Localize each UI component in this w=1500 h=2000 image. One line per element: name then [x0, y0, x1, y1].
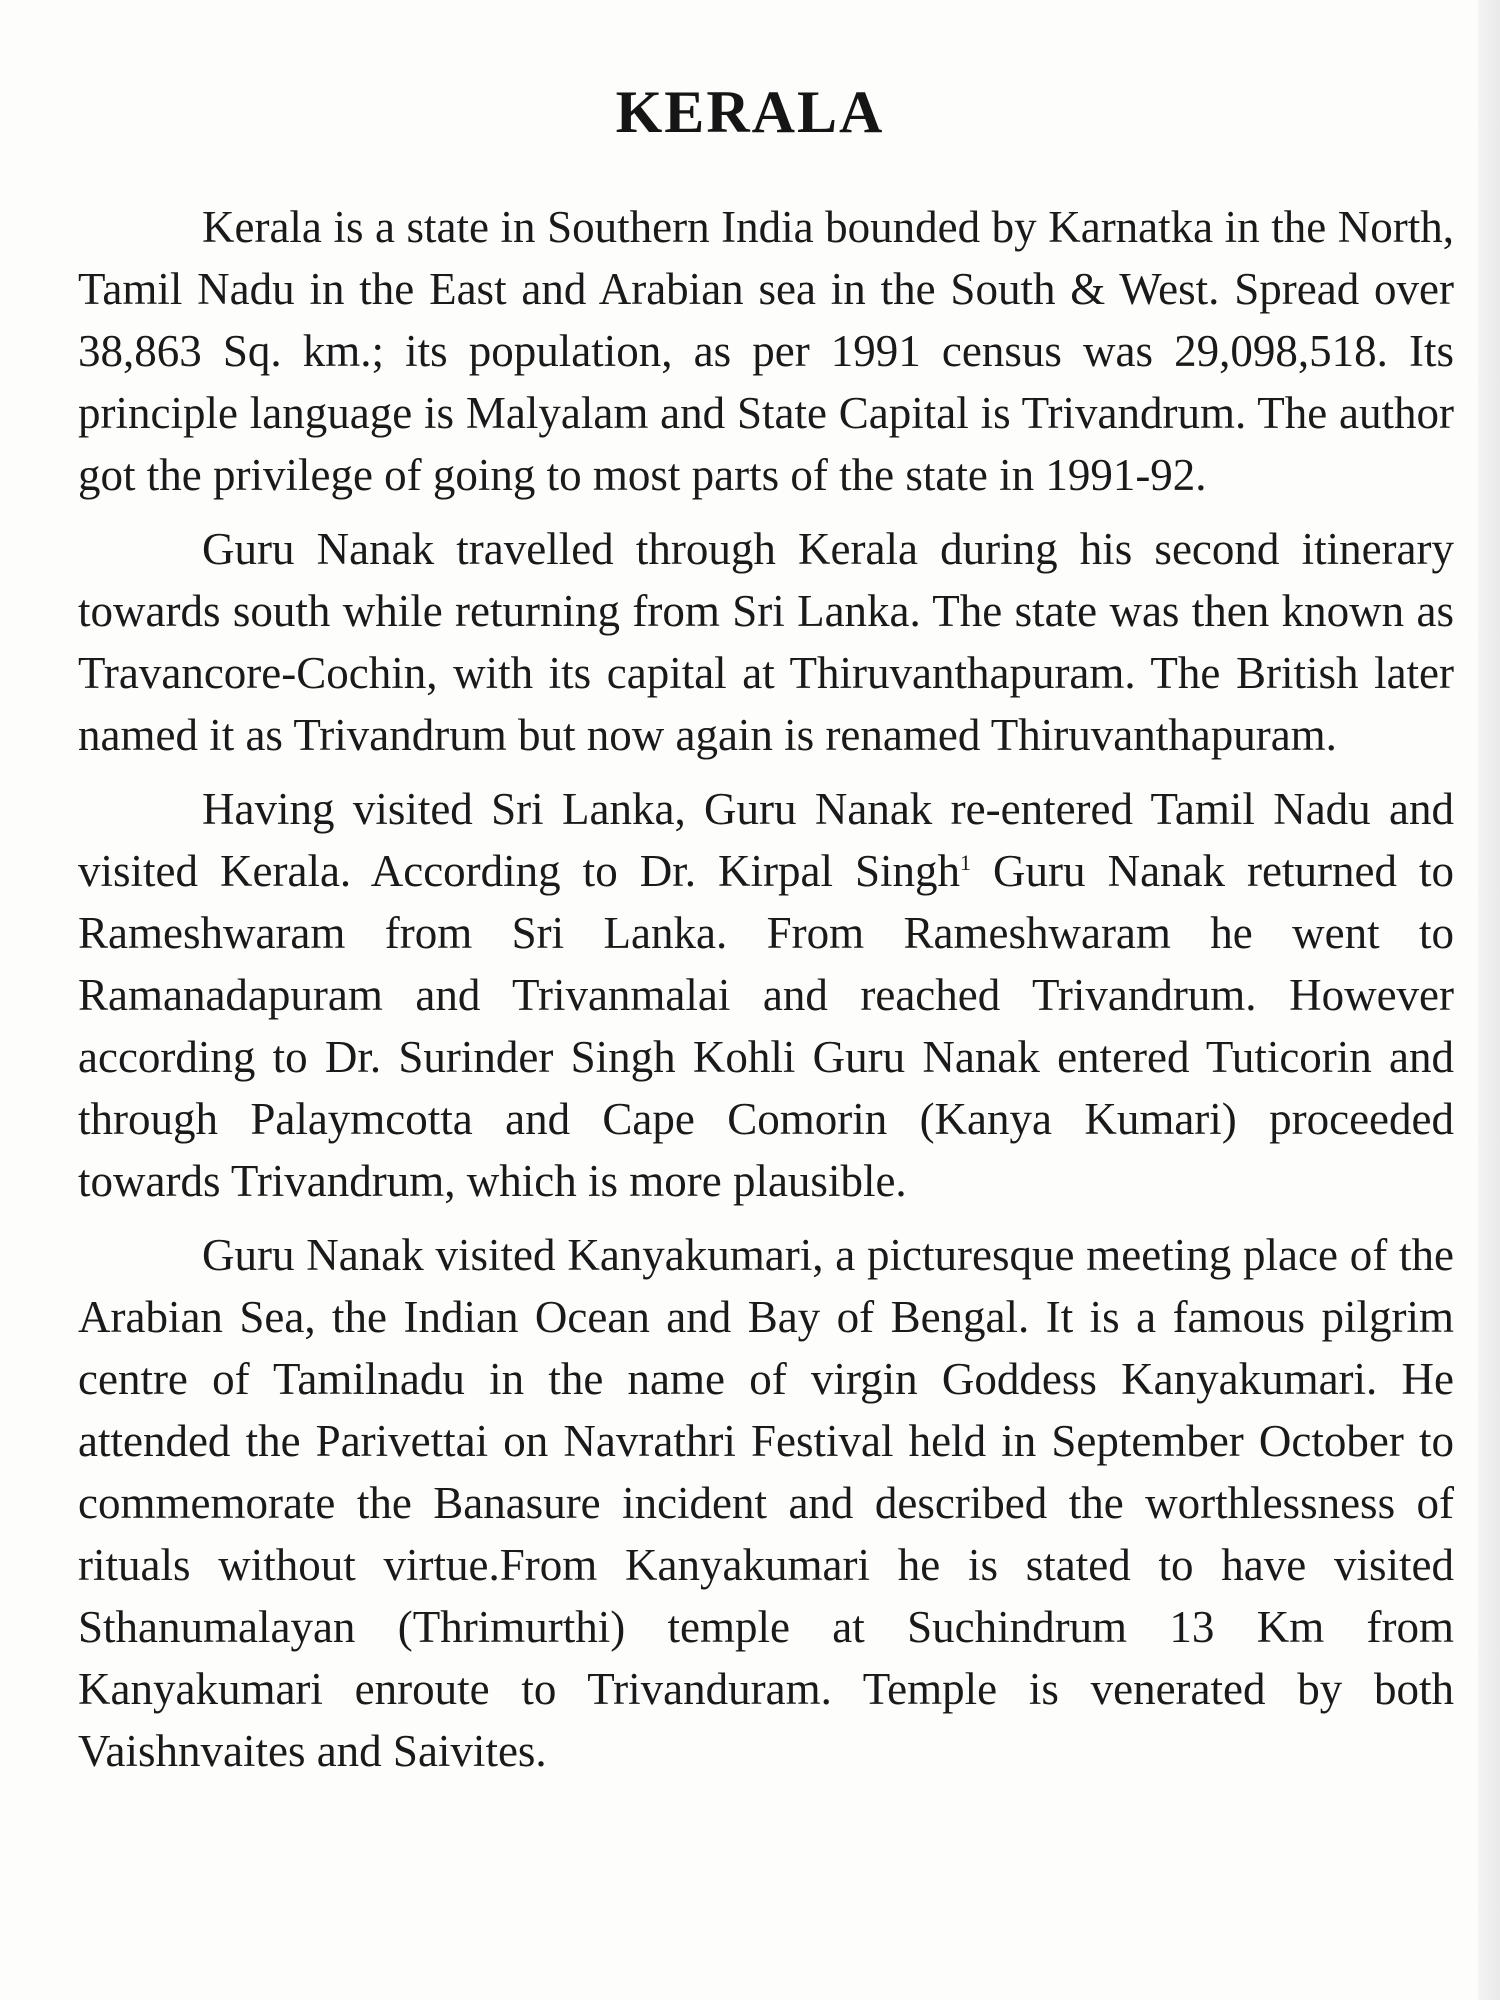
paragraph-2: Guru Nanak travelled through Kerala during his second itinerary towards south while returning from Sri Lanka. The state was then known as Travancore-Cochin, with its capital at Thiruvanthapuram. The British later named it as Trivandrum but now again is renamed Thiruvanthapuram.: [78, 524, 1454, 760]
page-edge-shadow: [1478, 0, 1500, 2000]
paragraph-3-part-2: Guru Nanak returned to Rameshwaram from Sri Lanka. From Rameshwaram he went to Ramanadapuram and Trivanmalai and reached Trivandrum. However according to Dr. Surinder Singh Kohli Guru Nanak entered Tuticorin and through Palaymcotta and Cape Comorin (Kanya Kumari) proceeded towards Trivandrum, which is more plausible.: [78, 846, 1454, 1206]
chapter-body: [78, 196, 1454, 1794]
chapter-title: KERALA: [615, 79, 885, 145]
paragraph-1: Kerala is a state in Southern India bounded by Karnatka in the North, Tamil Nadu in the East and Arabian sea in the South & West. Spread over 38,863 Sq. km.; its population, as per 1991 census was 29,098,518. Its principle language is Malyalam and State Capital is Trivandrum. The author got the privilege of going to most parts of the state in 1991-92.: [78, 202, 1454, 500]
paragraph-3-part-1: Having visited Sri Lanka, Guru Nanak re-entered Tamil Nadu and visited Kerala. According to Dr. Kirpal Singh: [78, 784, 1454, 896]
footnote-reference: 1: [960, 850, 972, 875]
paragraph-4: Guru Nanak visited Kanyakumari, a picturesque meeting place of the Arabian Sea, the Indian Ocean and Bay of Bengal. It is a famous pilgrim centre of Tamilnadu in the name of virgin Goddess Kanyakumari. He attended the Parivettai on Navrathri Festival held in September October to commemorate the Banasure incident and described the worthlessness of rituals without virtue.From Kanyakumari he is stated to have visited Sthanumalayan (Thrimurthi) temple at Suchindrum 13 Km from Kanyakumari enroute to Trivanduram. Temple is venerated by both Vaishnvaites and Saivites.: [78, 1230, 1454, 1776]
paragraph-3: [78, 778, 1454, 1212]
